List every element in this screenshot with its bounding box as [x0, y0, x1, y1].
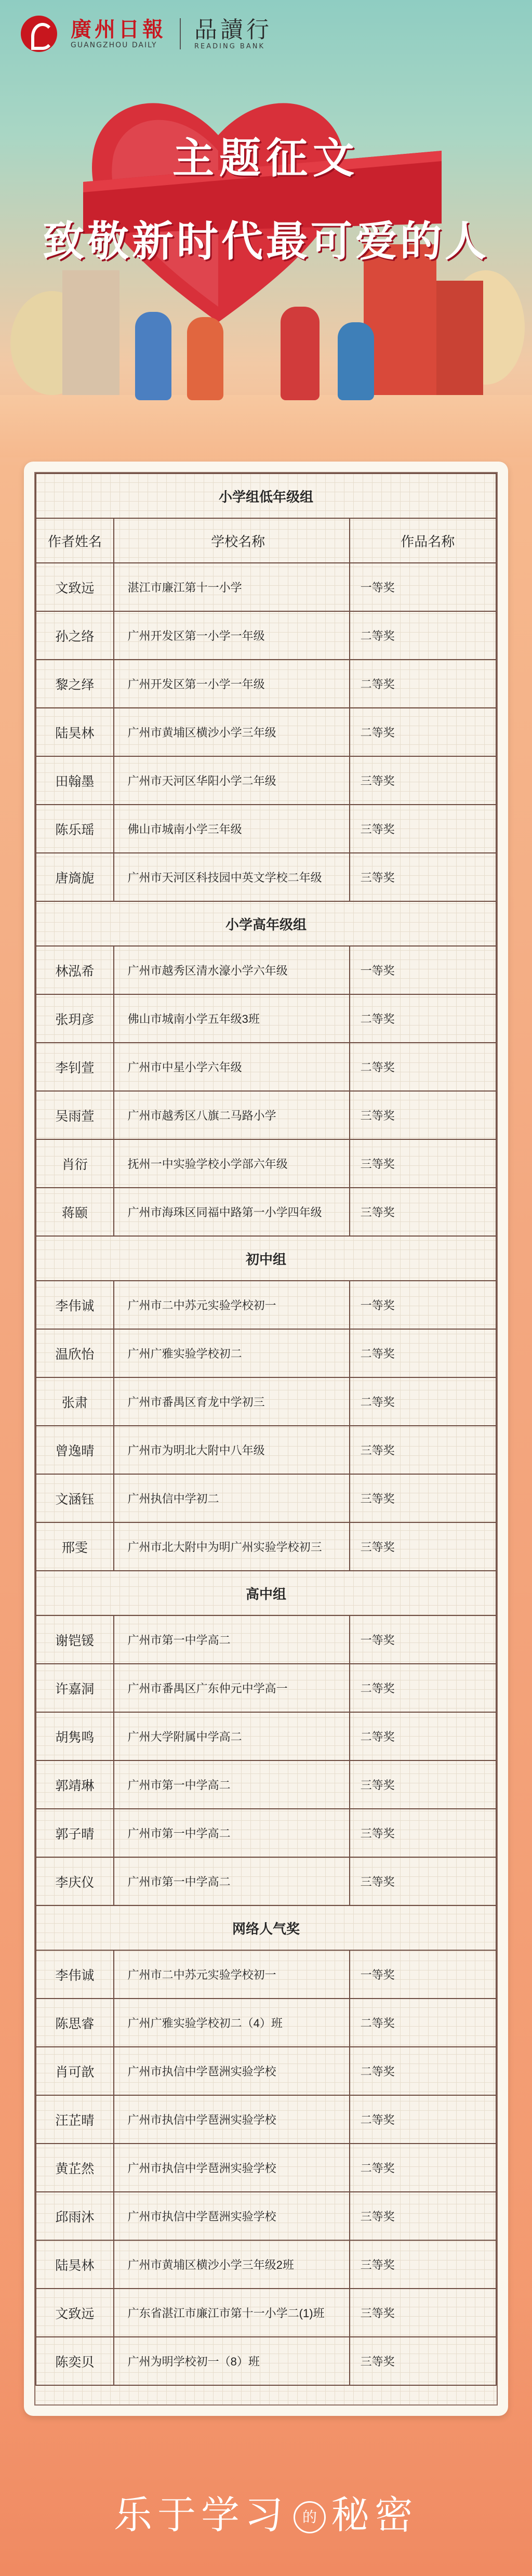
table-row	[36, 2144, 496, 2192]
award: 一等奖	[350, 1950, 496, 1999]
school-name: 广州市执信中学琶洲实验学校	[114, 2047, 350, 2095]
table-row	[36, 2095, 496, 2144]
award: 二等奖	[350, 611, 496, 660]
table-row	[36, 1857, 496, 1905]
table-row	[36, 1043, 496, 1091]
table-row	[36, 708, 496, 756]
author-name: 邢雯	[36, 1522, 114, 1571]
school-name: 广州市黄埔区横沙小学三年级	[114, 708, 350, 756]
banner	[0, 0, 532, 457]
author-name: 陆昊林	[36, 2240, 114, 2289]
author-name: 文致远	[36, 563, 114, 611]
school-name: 佛山市城南小学三年级	[114, 805, 350, 853]
award: 三等奖	[350, 1809, 496, 1857]
author-name: 邱雨沐	[36, 2192, 114, 2240]
section-title: 小学高年级组	[36, 901, 496, 946]
author-name: 胡隽鸣	[36, 1712, 114, 1760]
student-figure	[135, 312, 171, 400]
author-name: 李钊萱	[36, 1043, 114, 1091]
author-name: 许嘉洞	[36, 1664, 114, 1712]
guangzhou-daily-logo-icon	[21, 16, 57, 52]
award: 二等奖	[350, 2144, 496, 2192]
table-row	[36, 1139, 496, 1188]
column-header-work: 作品名称	[350, 518, 496, 563]
school-name: 佛山市城南小学五年级3班	[114, 994, 350, 1043]
table-row	[36, 994, 496, 1043]
author-name: 李伟诚	[36, 1950, 114, 1999]
column-header-name: 作者姓名	[36, 518, 114, 563]
page-subtitle: 致敬新时代最可爱的人	[43, 217, 489, 266]
student-figure	[338, 322, 374, 400]
footer-text-left: 乐于学习	[114, 2493, 288, 2538]
author-name: 黎之绎	[36, 660, 114, 708]
author-name: 曾逸晴	[36, 1426, 114, 1474]
section-row	[36, 901, 496, 946]
school-name: 广州市番禺区广东仲元中学高一	[114, 1664, 350, 1712]
school-name: 广州大学附属中学高二	[114, 1712, 350, 1760]
reading-bank-logo	[194, 18, 272, 50]
author-name: 黄芷然	[36, 2144, 114, 2192]
column-header-school: 学校名称	[114, 518, 350, 563]
author-name: 陈奕贝	[36, 2337, 114, 2385]
author-name: 肖可歆	[36, 2047, 114, 2095]
table-row	[36, 1809, 496, 1857]
table-row	[36, 1426, 496, 1474]
award: 三等奖	[350, 2240, 496, 2289]
footer-text-mid: 的	[294, 2501, 326, 2533]
table-row	[36, 1664, 496, 1712]
school-name: 广州市为明北大附中八年级	[114, 1426, 350, 1474]
school-name: 广州市中星小学六年级	[114, 1043, 350, 1091]
student-figure	[281, 307, 320, 400]
author-name: 吴雨萱	[36, 1091, 114, 1139]
award: 三等奖	[350, 1760, 496, 1809]
section-row	[36, 1571, 496, 1615]
award: 二等奖	[350, 1043, 496, 1091]
table-row	[36, 853, 496, 901]
section-title: 小学组低年级组	[36, 474, 496, 518]
logo-row	[21, 16, 272, 52]
author-name: 陆昊林	[36, 708, 114, 756]
brand-en: READING BANK	[194, 42, 265, 50]
table-row	[36, 1281, 496, 1329]
school-name: 广州执信中学初二	[114, 1474, 350, 1522]
background-building	[436, 281, 483, 400]
author-name: 蒋颐	[36, 1188, 114, 1236]
award: 一等奖	[350, 1281, 496, 1329]
ground	[0, 395, 532, 457]
school-name: 广州市二中苏元实验学校初一	[114, 1950, 350, 1999]
author-name: 陈思睿	[36, 1999, 114, 2047]
award: 三等奖	[350, 1091, 496, 1139]
school-name: 广州市越秀区八旗二马路小学	[114, 1091, 350, 1139]
school-name: 湛江市廉江第十一小学	[114, 563, 350, 611]
footer-slogan	[0, 2485, 532, 2540]
student-figure	[187, 317, 223, 400]
school-name: 抚州一中实验学校小学部六年级	[114, 1139, 350, 1188]
table-row	[36, 2047, 496, 2095]
table-row	[36, 1615, 496, 1664]
section-title: 网络人气奖	[36, 1905, 496, 1950]
guangzhou-daily-logo	[71, 18, 166, 49]
school-name: 广州市天河区华阳小学二年级	[114, 756, 350, 805]
author-name: 李庆仪	[36, 1857, 114, 1905]
school-name: 广州市二中苏元实验学校初一	[114, 1281, 350, 1329]
logo-cn: 廣州日報	[71, 17, 166, 42]
logo-divider	[180, 18, 181, 49]
school-name: 广州开发区第一小学一年级	[114, 611, 350, 660]
author-name: 张玥彦	[36, 994, 114, 1043]
footer	[0, 2443, 532, 2576]
school-name: 广州市番禺区育龙中学初三	[114, 1377, 350, 1426]
table-row	[36, 2289, 496, 2337]
results-card	[24, 462, 508, 2416]
school-name: 广州市北大附中为明广州实验学校初三	[114, 1522, 350, 1571]
award: 三等奖	[350, 756, 496, 805]
author-name: 唐旖旎	[36, 853, 114, 901]
award: 一等奖	[350, 946, 496, 994]
author-name: 文涵钰	[36, 1474, 114, 1522]
page-title: 主题征文	[172, 134, 360, 182]
section-row	[36, 1236, 496, 1281]
award: 二等奖	[350, 708, 496, 756]
table-row	[36, 756, 496, 805]
award: 二等奖	[350, 994, 496, 1043]
award: 三等奖	[350, 1426, 496, 1474]
author-name: 汪芷晴	[36, 2095, 114, 2144]
table-row	[36, 1522, 496, 1571]
table-row	[36, 1188, 496, 1236]
award: 二等奖	[350, 1664, 496, 1712]
school-name: 广州市第一中学高二	[114, 1760, 350, 1809]
award: 三等奖	[350, 2289, 496, 2337]
award: 三等奖	[350, 1857, 496, 1905]
author-name: 文致远	[36, 2289, 114, 2337]
section-title: 高中组	[36, 1571, 496, 1615]
school-name: 广州市天河区科技园中英文学校二年级	[114, 853, 350, 901]
section-row	[36, 474, 496, 518]
award: 一等奖	[350, 1615, 496, 1664]
school-name: 广州开发区第一小学一年级	[114, 660, 350, 708]
award: 二等奖	[350, 1377, 496, 1426]
footer-text-right: 秘密	[331, 2493, 418, 2538]
school-name: 广州市第一中学高二	[114, 1809, 350, 1857]
award: 二等奖	[350, 2047, 496, 2095]
school-name: 广州市执信中学琶洲实验学校	[114, 2095, 350, 2144]
table-row	[36, 1329, 496, 1377]
author-name: 李伟诚	[36, 1281, 114, 1329]
school-name: 广州市海珠区同福中路第一小学四年级	[114, 1188, 350, 1236]
author-name: 孙之络	[36, 611, 114, 660]
school-name: 广东省湛江市廉江市第十一小学二(1)班	[114, 2289, 350, 2337]
author-name: 林泓希	[36, 946, 114, 994]
school-name: 广州为明学校初一（8）班	[114, 2337, 350, 2385]
school-name: 广州广雅实验学校初二	[114, 1329, 350, 1377]
results-table	[35, 473, 497, 2386]
section-row	[36, 1905, 496, 1950]
table-row	[36, 1760, 496, 1809]
award: 一等奖	[350, 563, 496, 611]
table-row	[36, 1474, 496, 1522]
table-row	[36, 1091, 496, 1139]
award: 三等奖	[350, 1188, 496, 1236]
award: 三等奖	[350, 853, 496, 901]
section-title: 初中组	[36, 1236, 496, 1281]
table-row	[36, 563, 496, 611]
school-name: 广州市第一中学高二	[114, 1615, 350, 1664]
background-building	[364, 244, 436, 400]
school-name: 广州市执信中学琶洲实验学校	[114, 2192, 350, 2240]
author-name: 温欣怡	[36, 1329, 114, 1377]
award: 二等奖	[350, 1712, 496, 1760]
brand-cn: 品讀行	[194, 16, 272, 43]
award: 二等奖	[350, 1329, 496, 1377]
award: 三等奖	[350, 1474, 496, 1522]
award: 三等奖	[350, 1139, 496, 1188]
table-row	[36, 1950, 496, 1999]
table-row	[36, 2240, 496, 2289]
table-row	[36, 1712, 496, 1760]
table-row	[36, 2192, 496, 2240]
school-name: 广州市越秀区清水濠小学六年级	[114, 946, 350, 994]
table-row	[36, 660, 496, 708]
table-row	[36, 946, 496, 994]
school-name: 广州广雅实验学校初二（4）班	[114, 1999, 350, 2047]
award: 三等奖	[350, 1522, 496, 1571]
award: 二等奖	[350, 660, 496, 708]
award: 二等奖	[350, 1999, 496, 2047]
author-name: 陈乐瑶	[36, 805, 114, 853]
school-name: 广州市执信中学琶洲实验学校	[114, 2144, 350, 2192]
award: 三等奖	[350, 2192, 496, 2240]
award: 三等奖	[350, 805, 496, 853]
award: 二等奖	[350, 2095, 496, 2144]
table-row	[36, 1999, 496, 2047]
results-grid	[34, 472, 498, 2406]
table-row	[36, 2337, 496, 2385]
author-name: 郭子晴	[36, 1809, 114, 1857]
author-name: 郭靖琳	[36, 1760, 114, 1809]
author-name: 谢铠锾	[36, 1615, 114, 1664]
school-name: 广州市第一中学高二	[114, 1857, 350, 1905]
table-row	[36, 805, 496, 853]
table-row	[36, 611, 496, 660]
author-name: 肖衍	[36, 1139, 114, 1188]
author-name: 田翰墨	[36, 756, 114, 805]
school-name: 广州市黄埔区横沙小学三年级2班	[114, 2240, 350, 2289]
award: 三等奖	[350, 2337, 496, 2385]
header-row	[36, 518, 496, 563]
author-name: 张肃	[36, 1377, 114, 1426]
logo-en: GUANGZHOU DAILY	[71, 41, 157, 49]
table-row	[36, 1377, 496, 1426]
